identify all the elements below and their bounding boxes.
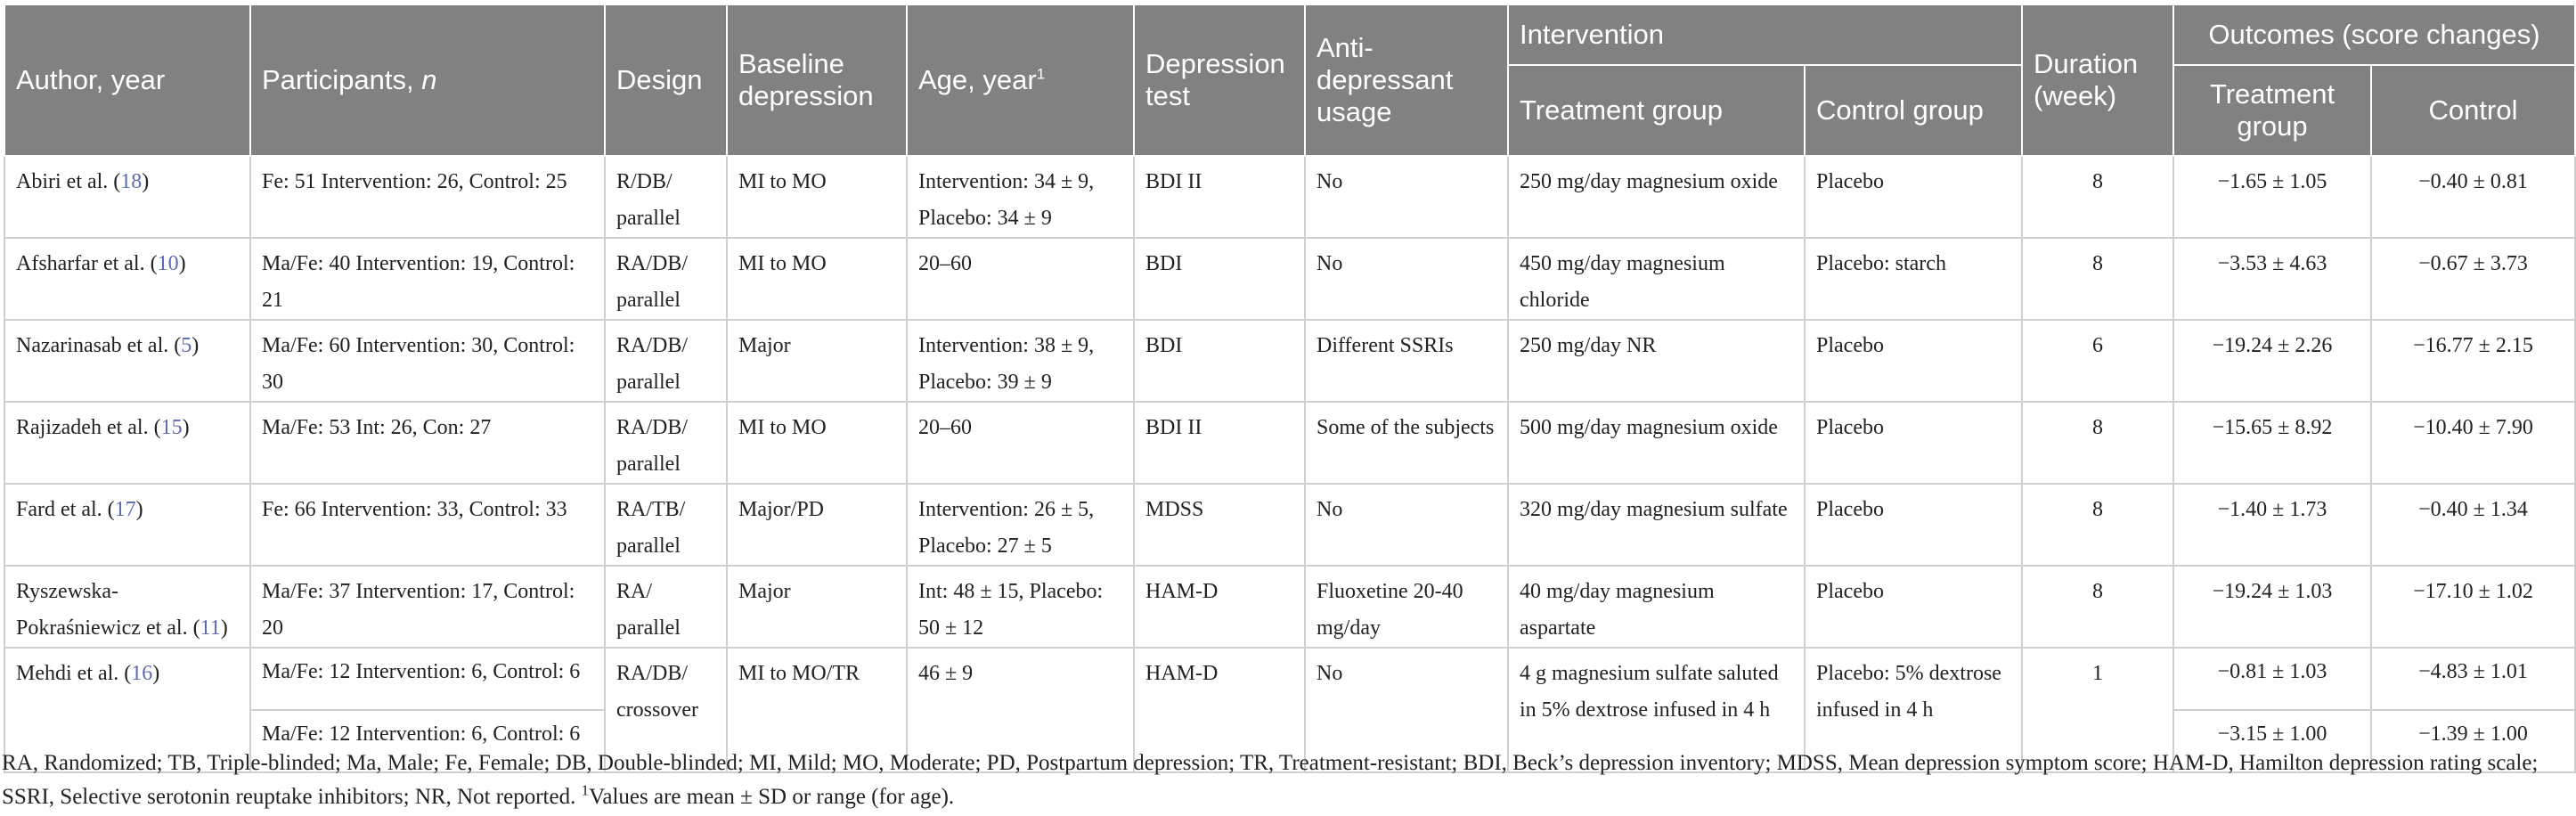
header-participants: Participants, n [250, 4, 605, 156]
cell-duration: 8 [2022, 566, 2173, 648]
cell-treatment: 40 mg/day magnesium aspartate [1508, 566, 1805, 648]
cell-treatment: 250 mg/day NR [1508, 320, 1805, 402]
cell-test: BDI [1134, 320, 1305, 402]
cell-author: Fard et al. (17) [4, 484, 250, 566]
cell-age: Intervention: 38 ± 9, Placebo: 39 ± 9 [907, 320, 1134, 402]
cell-antidepressant: Some of the subjects [1305, 402, 1508, 484]
cell-age: Intervention: 26 ± 5, Placebo: 27 ± 5 [907, 484, 1134, 566]
cell-design: RA/DB/ parallel [605, 238, 727, 320]
cell-design: RA/TB/ parallel [605, 484, 727, 566]
cell-control-group: Placebo [1805, 320, 2022, 402]
cell-treatment: 4 g magnesium sulfate saluted in 5% dextrose infused in 4 h [1508, 648, 1805, 772]
header-outcomes: Outcomes (score changes) [2173, 4, 2575, 65]
cell-participants: Ma/Fe: 40 Intervention: 19, Control: 21 [250, 238, 605, 320]
cell-design: R/DB/ parallel [605, 156, 727, 238]
cell-participants: Ma/Fe: 12 Intervention: 6, Control: 6 [250, 648, 605, 710]
cell-participants: Ma/Fe: 12 Intervention: 6, Control: 6 [250, 710, 605, 772]
cell-antidepressant: No [1305, 484, 1508, 566]
reference-link[interactable]: 16 [131, 662, 153, 685]
cell-baseline: Major/PD [727, 484, 907, 566]
cell-participants: Ma/Fe: 53 Int: 26, Con: 27 [250, 402, 605, 484]
cell-participants: Ma/Fe: 37 Intervention: 17, Control: 20 [250, 566, 605, 648]
header-control-group: Control group [1805, 65, 2022, 156]
cell-outcome-control: −0.67 ± 3.73 [2371, 238, 2575, 320]
cell-control-group: Placebo [1805, 484, 2022, 566]
cell-control-group: Placebo [1805, 402, 2022, 484]
cell-author: Mehdi et al. (16) [4, 648, 250, 772]
cell-outcome-treatment: −1.40 ± 1.73 [2173, 484, 2371, 566]
reference-link[interactable]: 17 [114, 498, 136, 521]
cell-age: 20–60 [907, 402, 1134, 484]
cell-duration: 8 [2022, 484, 2173, 566]
cell-author: Abiri et al. (18) [4, 156, 250, 238]
header-outcome-control: Control [2371, 65, 2575, 156]
table-row [4, 484, 2575, 566]
header-intervention: Intervention [1508, 4, 2022, 65]
cell-author: Afsharfar et al. (10) [4, 238, 250, 320]
cell-outcome-control: −4.83 ± 1.01 [2371, 648, 2575, 710]
cell-antidepressant: Fluoxetine 20-40 mg/day [1305, 566, 1508, 648]
header-duration: Duration (week) [2022, 4, 2173, 156]
cell-outcome-treatment: −19.24 ± 1.03 [2173, 566, 2371, 648]
cell-test: BDI II [1134, 402, 1305, 484]
header-baseline-depression: Baseline depression [727, 4, 907, 156]
cell-treatment: 450 mg/day magnesium chloride [1508, 238, 1805, 320]
cell-treatment: 250 mg/day magnesium oxide [1508, 156, 1805, 238]
cell-outcome-treatment: −19.24 ± 2.26 [2173, 320, 2371, 402]
header-depression-test: Depression test [1134, 4, 1305, 156]
cell-author: Rajizadeh et al. (15) [4, 402, 250, 484]
cell-duration: 1 [2022, 648, 2173, 772]
cell-test: MDSS [1134, 484, 1305, 566]
cell-baseline: MI to MO/TR [727, 648, 907, 772]
cell-duration: 8 [2022, 238, 2173, 320]
header-outcome-treatment: Treatment group [2173, 65, 2371, 156]
table-row [4, 320, 2575, 402]
reference-link[interactable]: 5 [181, 334, 192, 357]
cell-participants: Fe: 66 Intervention: 33, Control: 33 [250, 484, 605, 566]
cell-antidepressant: Different SSRIs [1305, 320, 1508, 402]
cell-test: HAM-D [1134, 648, 1305, 772]
cell-design: RA/DB/ parallel [605, 402, 727, 484]
cell-duration: 8 [2022, 156, 2173, 238]
header-antidepressant-usage: Anti-depressant usage [1305, 4, 1508, 156]
cell-outcome-control: −17.10 ± 1.02 [2371, 566, 2575, 648]
cell-outcome-treatment: −0.81 ± 1.03 [2173, 648, 2371, 710]
header-author: Author, year [4, 4, 250, 156]
table-row [4, 402, 2575, 484]
cell-duration: 8 [2022, 402, 2173, 484]
header-age: Age, year$^1$ [907, 4, 1134, 156]
table-footnote: RA, Randomized; TB, Triple-blinded; Ma, Male; Fe, Female; DB, Double-blinded; MI, Mild; MO, Moderate; PD, Postpartum depression; TR, Treatment-resistant; BDI, Beck’s depression inventory; MDSS, Mean depression symptom score; HAM-D, Hamilton depression rating scale; SSRI, Selective serotonin reuptake inhibitors; NR, Not reported. $^1$Values are mean ± SD or range (for age). [2, 751, 2539, 809]
cell-outcome-treatment: −3.53 ± 4.63 [2173, 238, 2371, 320]
cell-author: Nazarinasab et al. (5) [4, 320, 250, 402]
table-row [4, 156, 2575, 238]
cell-age: 46 ± 9 [907, 648, 1134, 772]
reference-link[interactable]: 11 [200, 616, 221, 640]
reference-link[interactable]: 18 [120, 170, 143, 193]
cell-age: Intervention: 34 ± 9, Placebo: 34 ± 9 [907, 156, 1134, 238]
cell-baseline: Major [727, 566, 907, 648]
cell-baseline: MI to MO [727, 402, 907, 484]
cell-participants: Ma/Fe: 60 Intervention: 30, Control: 30 [250, 320, 605, 402]
cell-age: Int: 48 ± 15, Placebo: 50 ± 12 [907, 566, 1134, 648]
cell-control-group: Placebo: 5% dextrose infused in 4 h [1805, 648, 2022, 772]
cell-design: RA/DB/ crossover [605, 648, 727, 772]
cell-treatment: 500 mg/day magnesium oxide [1508, 402, 1805, 484]
cell-antidepressant: No [1305, 156, 1508, 238]
cell-test: BDI II [1134, 156, 1305, 238]
cell-outcome-control: −0.40 ± 1.34 [2371, 484, 2575, 566]
cell-outcome-treatment: −1.65 ± 1.05 [2173, 156, 2371, 238]
cell-baseline: MI to MO [727, 238, 907, 320]
table-row [4, 566, 2575, 648]
cell-control-group: Placebo: starch [1805, 238, 2022, 320]
cell-outcome-control: −0.40 ± 0.81 [2371, 156, 2575, 238]
cell-control-group: Placebo [1805, 566, 2022, 648]
cell-baseline: MI to MO [727, 156, 907, 238]
cell-outcome-control: −1.39 ± 1.00 [2371, 710, 2575, 772]
cell-test: HAM-D [1134, 566, 1305, 648]
cell-test: BDI [1134, 238, 1305, 320]
table-row [4, 238, 2575, 320]
cell-antidepressant: No [1305, 648, 1508, 772]
cell-age: 20–60 [907, 238, 1134, 320]
cell-control-group: Placebo [1805, 156, 2022, 238]
header-treatment-group: Treatment group [1508, 65, 1805, 156]
cell-baseline: Major [727, 320, 907, 402]
cell-treatment: 320 mg/day magnesium sulfate [1508, 484, 1805, 566]
cell-outcome-control: −10.40 ± 7.90 [2371, 402, 2575, 484]
study-characteristics-table [4, 4, 2576, 773]
reference-link[interactable]: 10 [157, 252, 179, 275]
reference-link[interactable]: 15 [160, 416, 183, 439]
cell-author: Ryszewska-Pokraśniewicz et al. (11) [4, 566, 250, 648]
cell-design: RA/DB/ parallel [605, 320, 727, 402]
header-design: Design [605, 4, 727, 156]
cell-participants: Fe: 51 Intervention: 26, Control: 25 [250, 156, 605, 238]
cell-design: RA/ parallel [605, 566, 727, 648]
cell-antidepressant: No [1305, 238, 1508, 320]
table-row [4, 648, 2575, 710]
cell-outcome-treatment: −3.15 ± 1.00 [2173, 710, 2371, 772]
cell-duration: 6 [2022, 320, 2173, 402]
cell-outcome-treatment: −15.65 ± 8.92 [2173, 402, 2371, 484]
cell-outcome-control: −16.77 ± 2.15 [2371, 320, 2575, 402]
